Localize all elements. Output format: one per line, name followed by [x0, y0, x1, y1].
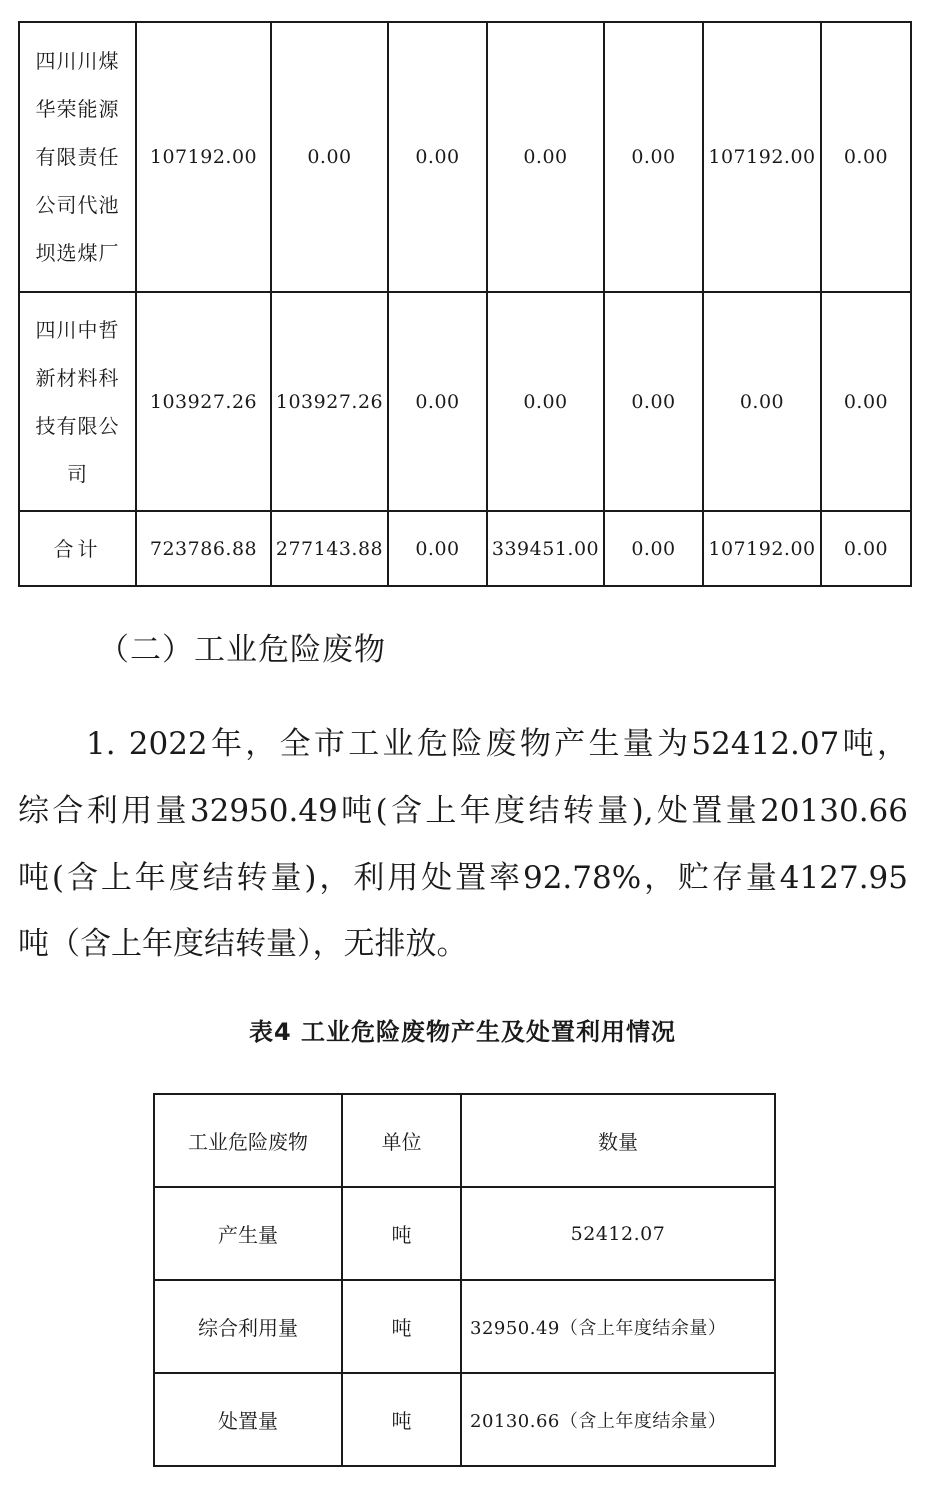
value-cell: 0.00 — [821, 292, 911, 511]
value-cell: 0.00 — [821, 22, 911, 292]
value-cell: 0.00 — [487, 292, 604, 511]
item-label: 综合利用量 — [154, 1280, 342, 1373]
value-cell: 0.00 — [487, 22, 604, 292]
amount-cell: 32950.49（含上年度结余量） — [461, 1280, 775, 1373]
item-label: 产生量 — [154, 1187, 342, 1280]
company-name-cell: 四川中哲新材料科技有限公司 — [19, 292, 136, 511]
item-label: 处置量 — [154, 1373, 342, 1466]
column-header: 工业危险废物 — [154, 1094, 342, 1187]
section-heading: （二）工业危险废物 — [98, 632, 386, 668]
column-header: 数量 — [461, 1094, 775, 1187]
paragraph-line: 1. 2022年，全市工业危险废物产生量为52412.07吨， — [86, 726, 908, 762]
value-cell: 107192.00 — [136, 22, 271, 292]
amount-cell: 52412.07 — [461, 1187, 775, 1280]
column-header: 单位 — [342, 1094, 461, 1187]
value-cell: 0.00 — [271, 22, 388, 292]
value-cell: 723786.88 — [136, 511, 271, 586]
value-cell: 0.00 — [821, 511, 911, 586]
table-row — [154, 1373, 775, 1466]
value-cell: 103927.26 — [136, 292, 271, 511]
value-cell: 0.00 — [388, 511, 487, 586]
total-row — [19, 511, 911, 586]
table-header-row — [154, 1094, 775, 1187]
value-cell: 0.00 — [388, 22, 487, 292]
unit-cell: 吨 — [342, 1373, 461, 1466]
hazardous-waste-table — [153, 1093, 776, 1467]
paragraph-line: 综合利用量32950.49吨(含上年度结转量),处置量20130.66 — [18, 793, 908, 829]
value-cell: 277143.88 — [271, 511, 388, 586]
value-cell: 107192.00 — [703, 22, 821, 292]
paragraph-line: 吨（含上年度结转量），无排放。 — [18, 926, 468, 962]
unit-cell: 吨 — [342, 1280, 461, 1373]
waste-utilization-table — [18, 21, 912, 587]
value-cell: 339451.00 — [487, 511, 604, 586]
amount-cell: 20130.66（含上年度结余量） — [461, 1373, 775, 1466]
value-cell: 103927.26 — [271, 292, 388, 511]
table-row — [19, 292, 911, 511]
value-cell: 0.00 — [388, 292, 487, 511]
unit-cell: 吨 — [342, 1187, 461, 1280]
value-cell: 107192.00 — [703, 511, 821, 586]
value-cell: 0.00 — [604, 22, 703, 292]
paragraph-line: 吨(含上年度结转量)，利用处置率92.78%，贮存量4127.95 — [18, 860, 908, 896]
value-cell: 0.00 — [703, 292, 821, 511]
table-row — [154, 1280, 775, 1373]
table-row — [19, 22, 911, 292]
total-label: 合计 — [19, 511, 136, 586]
table-row — [154, 1187, 775, 1280]
value-cell: 0.00 — [604, 511, 703, 586]
company-name-cell: 四川川煤华荣能源有限责任公司代池坝选煤厂 — [19, 22, 136, 292]
table-caption: 表4 工业危险废物产生及处置利用情况 — [248, 1018, 677, 1046]
value-cell: 0.00 — [604, 292, 703, 511]
